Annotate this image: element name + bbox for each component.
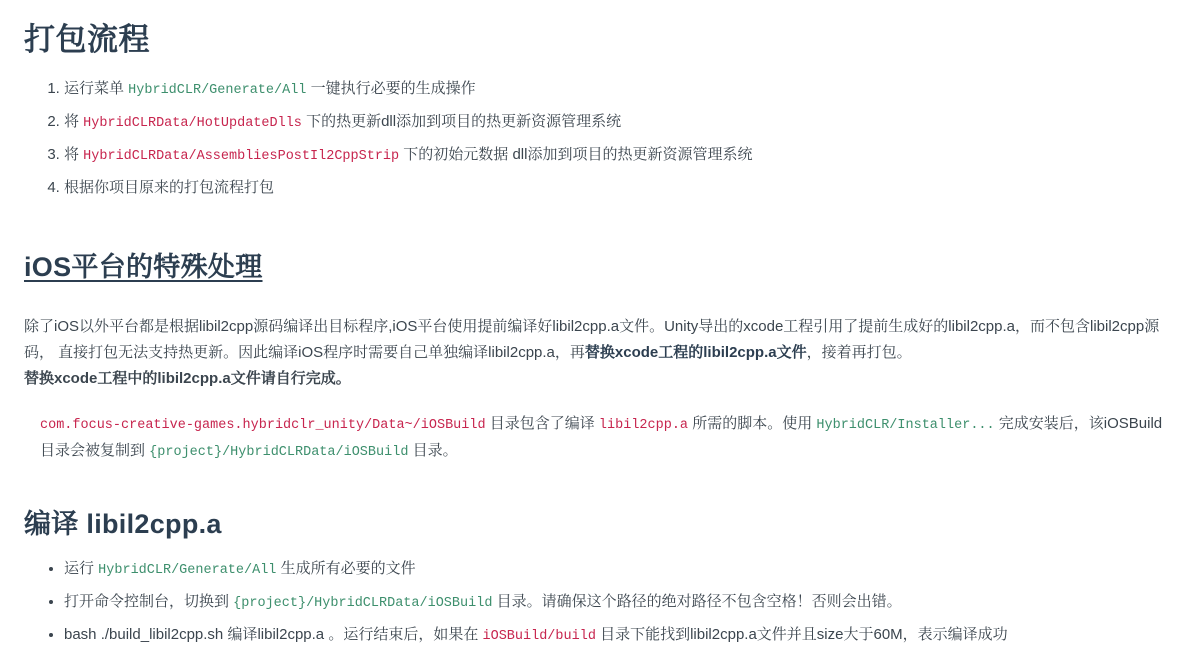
- step-text-post: 下的初始元数据 dll添加到项目的热更新资源管理系统: [399, 145, 753, 163]
- step-text-post: 生成所有必要的文件: [276, 559, 416, 577]
- paragraph-part2: ，接着再打包。: [806, 343, 912, 361]
- step-text-pre: 将: [64, 145, 84, 163]
- section-spacer: [24, 464, 1168, 502]
- inline-code-path: com.focus-creative-games.hybridclr_unity/Data~/iOSBuild: [40, 418, 486, 434]
- list-item: [64, 143, 1168, 168]
- paragraph: [24, 314, 1168, 366]
- ios-detail-block: [24, 411, 1168, 463]
- compile-steps-list: [24, 557, 1168, 648]
- inline-code-project-path: {project}/HybridCLRData/iOSBuild: [149, 444, 409, 460]
- step-text-pre: 将: [64, 112, 84, 130]
- list-item: [64, 110, 1168, 135]
- inline-code: iOSBuild/build: [482, 628, 596, 644]
- paragraph-strong: 替换xcode工程的libil2cpp.a文件: [584, 343, 807, 361]
- detail-text-3: 完成安装后，该iOSBuild目录会被复制到: [40, 415, 1163, 459]
- step-text-pre: 运行: [64, 559, 99, 577]
- step-text-pre: 运行菜单: [64, 80, 129, 97]
- inline-code-lib: libil2cpp.a: [598, 418, 689, 434]
- detail-text-2: 所需的脚本。使用: [688, 415, 817, 433]
- list-item: [64, 557, 1168, 582]
- step-text-pre: 根据你项目原来的打包流程打包: [64, 178, 275, 196]
- inline-code: HybridCLRData/HotUpdateDlls: [83, 115, 302, 131]
- ios-intro-paragraph: [24, 314, 1168, 366]
- detail-text-1: 目录包含了编译: [485, 415, 599, 433]
- list-item: [64, 176, 1168, 199]
- step-text-post: 目录下能找到libil2cpp.a文件并且size大于60M，表示编译成功: [595, 625, 1008, 643]
- step-text-post: 下的热更新dll添加到项目的热更新资源管理系统: [301, 112, 622, 130]
- section-spacer: [24, 207, 1168, 245]
- list-item: [64, 77, 1168, 102]
- step-text-pre: 打开命令控制台，切换到: [64, 592, 234, 610]
- list-item: [64, 590, 1168, 615]
- packaging-steps-list: [24, 77, 1168, 199]
- list-item: [64, 623, 1168, 648]
- ios-section-heading: iOS平台的特殊处理: [24, 252, 263, 283]
- ios-bold-note: 替换xcode工程中的libil2cpp.a文件请自行完成。: [24, 369, 351, 387]
- step-text-post: 目录。请确保这个路径的绝对路径不包含空格！否则会出错。: [492, 592, 902, 610]
- inline-code: HybridCLR/Generate/All: [128, 83, 307, 98]
- inline-code: HybridCLR/Generate/All: [98, 562, 277, 578]
- detail-text-4: 目录。: [408, 441, 458, 459]
- paragraph-part1: 除了iOS以外平台都是根据libil2cpp源码编译出目标程序,iOS平台使用提前编译好libil2cpp.a文件。Unity导出的xcode工程引用了提前生成好的libil2cpp.a，而不包含libil2cpp源码， 直接打包无法支持热更新。因此编译iOS程序时需要自己单独编译libil2cpp.a，再: [24, 318, 1160, 361]
- inline-code-menu: HybridCLR/Installer...: [816, 418, 995, 434]
- paragraph: [40, 411, 1168, 463]
- inline-code: HybridCLRData/AssembliesPostIl2CppStrip: [83, 148, 400, 164]
- page-title: 打包流程: [24, 22, 150, 57]
- step-text-post: 一键执行必要的生成操作: [306, 80, 476, 97]
- step-text-pre: bash ./build_libil2cpp.sh 编译libil2cpp.a 。运行结束后，如果在: [64, 625, 483, 643]
- inline-code: {project}/HybridCLRData/iOSBuild: [233, 595, 493, 611]
- compile-section-heading: 编译 libil2cpp.a: [24, 508, 222, 539]
